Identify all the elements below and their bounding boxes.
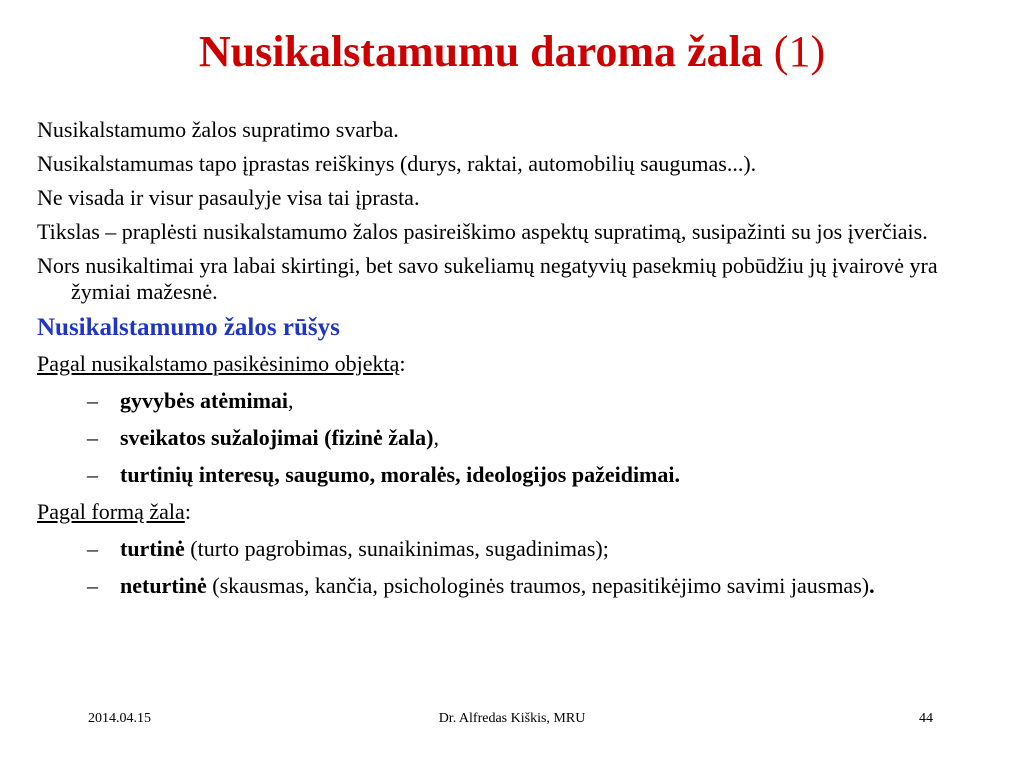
footer-date: 2014.04.15 (88, 711, 151, 726)
dash-bullet: – (87, 573, 98, 598)
slide-title-main: Nusikalstamumu daroma žala (198, 27, 763, 76)
dash-bullet: – (87, 388, 98, 413)
list-item-rest: (turto pagrobimas, sunaikinimas, sugadinimas); (184, 536, 609, 561)
list-item-bold: gyvybės atėmimai (120, 388, 289, 413)
list-item-rest: , (433, 425, 439, 450)
group-label-colon: : (399, 351, 406, 376)
slide-title-number: (1) (773, 27, 826, 76)
list-item (37, 536, 997, 562)
footer-page-number: 44 (919, 711, 933, 726)
section-heading: Nusikalstamumo žalos rūšys (37, 314, 340, 341)
group-label-colon: : (184, 499, 191, 524)
group-label-text: Pagal formą žala (37, 499, 185, 524)
footer-author: Dr. Alfredas Kiškis, MRU (438, 711, 586, 726)
dash-bullet: – (87, 536, 98, 561)
paragraph-diversity: Nors nusikaltimai yra labai skirtingi, bet savo sukeliamų negatyvių pasekmių pobūdžiu jų įvairovė yra žymiai mažesnė. (37, 253, 938, 304)
group-label-by-object (37, 351, 997, 377)
list-item (37, 462, 997, 488)
dash-bullet: – (87, 425, 98, 450)
list-item-bold: sveikatos sužalojimai (fizinė žala) (120, 425, 434, 450)
list-item-bold: turtinių interesų, saugumo, moralės, ideologijos pažeidimai. (120, 462, 680, 487)
paragraph-not-everywhere: Ne visada ir visur pasaulyje visa tai įprasta. (37, 185, 420, 210)
list-item-bold: turtinė (120, 536, 185, 561)
list-item (37, 425, 997, 451)
group-label-text: Pagal nusikalstamo pasikėsinimo objektą (37, 351, 400, 376)
list-item (37, 388, 997, 414)
paragraph-common-phenomenon: Nusikalstamumas tapo įprastas reiškinys (durys, raktai, automobilių saugumas...). (37, 151, 757, 176)
group-label-by-form (37, 499, 997, 525)
list-item (37, 573, 997, 599)
paragraph-goal: Tikslas – praplėsti nusikalstamumo žalos pasireiškimo aspektų supratimą, susipažinti su jos įverčiais. (37, 219, 928, 244)
list-item-rest: , (288, 388, 294, 413)
slide-title (0, 24, 1024, 80)
list-item-rest: (skausmas, kančia, psichologinės traumos, nepasitikėjimo savimi jausmas) (206, 573, 870, 598)
dash-bullet: – (87, 462, 98, 487)
list-item-bold: neturtinė (120, 573, 207, 598)
slide-body (37, 117, 997, 610)
paragraph-importance: Nusikalstamumo žalos supratimo svarba. (37, 117, 399, 142)
list-item-end: . (869, 573, 875, 598)
